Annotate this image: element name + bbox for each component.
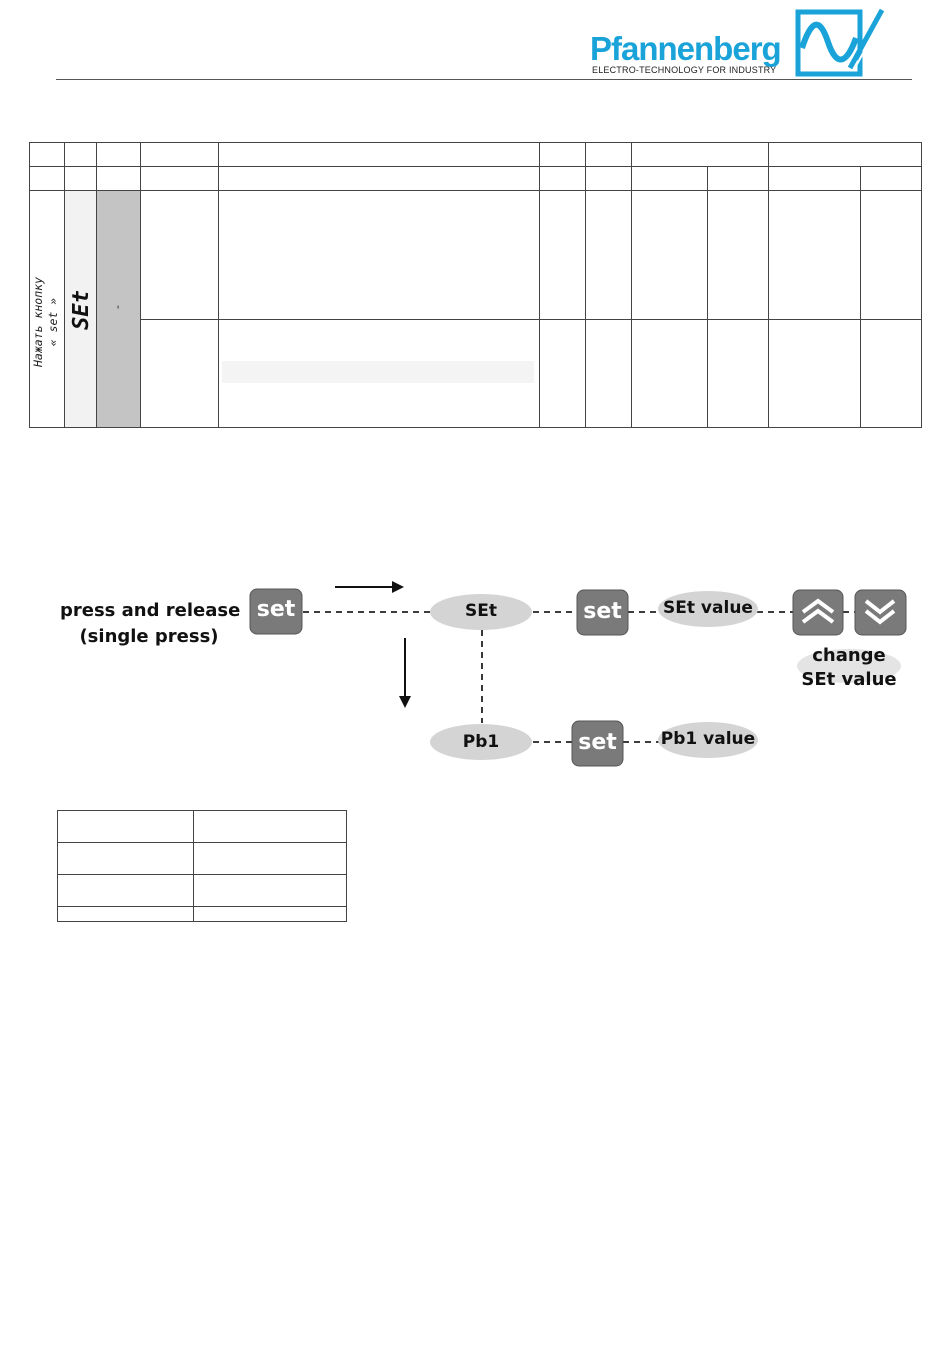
pb1-node: Pb1 bbox=[462, 732, 500, 752]
pb1-value-node: Pb1 value bbox=[660, 729, 756, 749]
double-chevron-up-icon[interactable] bbox=[793, 590, 843, 635]
summary-table-grid bbox=[57, 810, 347, 922]
change-label: change bbox=[812, 645, 886, 666]
empty-value-dash: - bbox=[111, 305, 124, 309]
set-button[interactable]: set bbox=[256, 597, 296, 622]
logo-wave-icon bbox=[794, 8, 884, 78]
summary-table bbox=[57, 810, 347, 922]
change-set-value-label: SEt value bbox=[801, 669, 897, 690]
double-chevron-down-icon[interactable] bbox=[855, 590, 906, 635]
set-navigation-diagram bbox=[0, 560, 950, 790]
set-value-node: SEt value bbox=[663, 598, 753, 618]
logo-wordmark: Pfannenberg bbox=[590, 30, 781, 67]
parameters-table-grid bbox=[29, 142, 922, 428]
press-release-label: press and release bbox=[60, 600, 241, 621]
logo-tagline: ELECTRO-TECHNOLOGY FOR INDUSTRY bbox=[592, 65, 777, 75]
single-press-label: (single press) bbox=[79, 626, 219, 647]
parameters-table bbox=[29, 142, 922, 428]
set-code-label: SEt bbox=[69, 290, 94, 330]
set-node: SEt bbox=[465, 601, 497, 621]
set-button-3[interactable]: set bbox=[578, 730, 617, 755]
press-set-instruction: Нажать кнопку « set » bbox=[31, 277, 60, 368]
company-logo bbox=[590, 8, 890, 80]
header-divider bbox=[56, 79, 912, 80]
set-button-2[interactable]: set bbox=[583, 599, 622, 624]
